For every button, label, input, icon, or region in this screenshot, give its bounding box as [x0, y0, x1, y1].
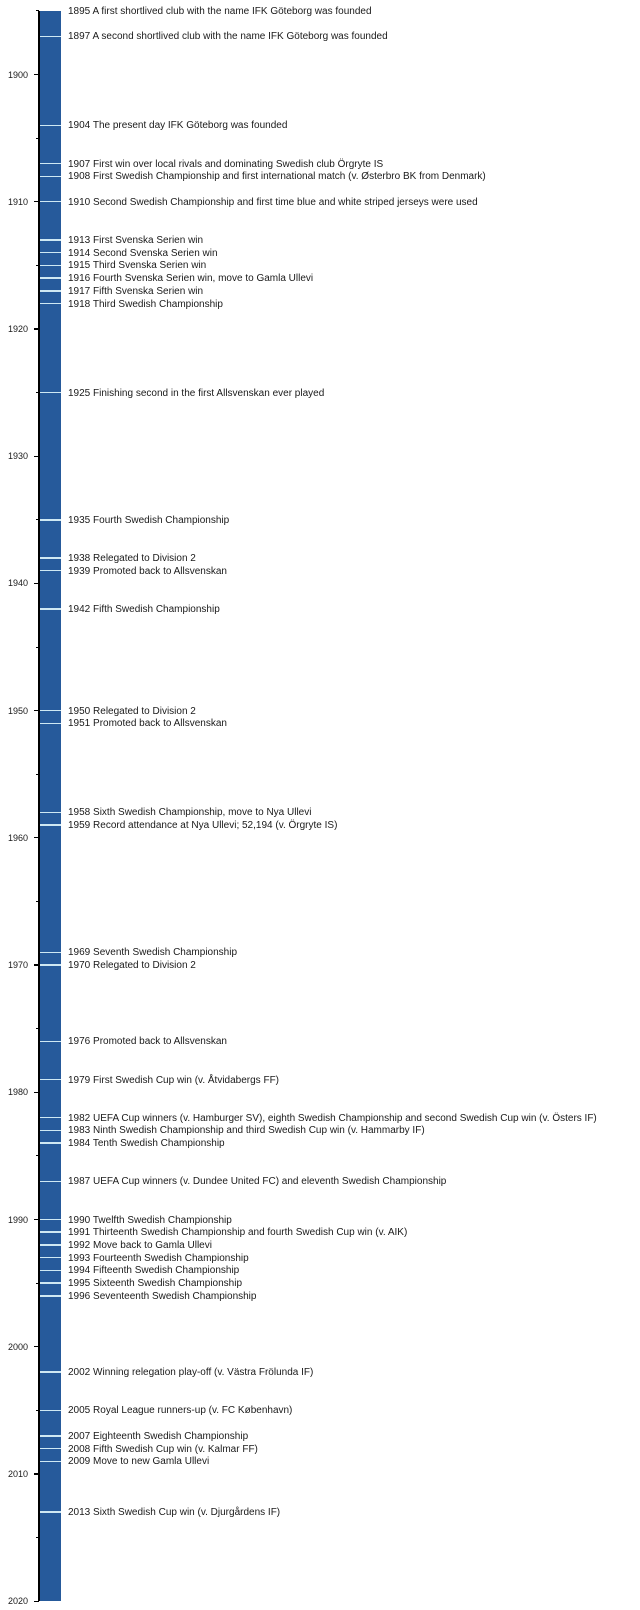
event-text: Second Swedish Championship and first time blue and white striped jerseys were used [93, 196, 478, 208]
event-year: 1982 [68, 1112, 91, 1124]
event-label [68, 196, 478, 209]
event-label [68, 387, 324, 400]
event-text: Third Svenska Serien win [92, 260, 207, 272]
axis-tick-major [34, 456, 39, 457]
event-label [68, 1137, 225, 1150]
event-text: Promoted back to Allsvenskan [93, 1036, 227, 1048]
event-text: Thirteenth Swedish Championship and fourth Swedish Cup win (v. AIK) [92, 1227, 408, 1239]
event-text: Third Swedish Championship [92, 298, 223, 310]
axis-tick-label: 2010 [7, 1468, 28, 1479]
event-year: 1969 [68, 947, 91, 959]
event-label [68, 946, 237, 959]
event-text: Fourth Swedish Championship [93, 514, 230, 526]
event-marker-line [40, 723, 61, 725]
event-marker-line [40, 239, 61, 241]
axis-tick-label: 1920 [7, 323, 28, 334]
event-year: 2013 [68, 1507, 91, 1519]
event-year: 1976 [68, 1036, 91, 1048]
axis-tick-minor [36, 265, 39, 266]
event-label [68, 717, 227, 730]
event-marker-line [40, 303, 61, 305]
event-text: UEFA Cup winners (v. Dundee United FC) and eleventh Swedish Championship [93, 1176, 447, 1188]
event-year: 1895 [68, 5, 91, 17]
axis-tick-minor [36, 1537, 39, 1538]
event-marker-line [40, 1371, 61, 1373]
event-label [68, 819, 337, 832]
event-label [68, 5, 372, 18]
event-marker-line [40, 176, 61, 178]
event-text: Sixth Swedish Championship, move to Nya Ullevi [93, 807, 312, 819]
axis-tick-minor [36, 1028, 39, 1029]
event-year: 1958 [68, 807, 91, 819]
event-text: Seventeenth Swedish Championship [93, 1290, 257, 1302]
event-label [68, 806, 311, 819]
event-year: 1918 [68, 298, 91, 310]
event-year: 1910 [68, 196, 91, 208]
event-marker-line [40, 1181, 61, 1183]
event-marker-line [40, 1448, 61, 1450]
event-label [68, 603, 220, 616]
event-year: 2009 [68, 1456, 91, 1468]
event-marker-line [40, 252, 61, 254]
event-year: 1992 [68, 1239, 91, 1251]
event-year: 1983 [68, 1125, 91, 1137]
event-text: Twelfth Swedish Championship [92, 1214, 232, 1226]
axis-tick-minor [36, 647, 39, 648]
event-marker-line [40, 1257, 61, 1259]
event-text: Move back to Gamla Ullevi [93, 1239, 212, 1251]
event-year: 1897 [68, 31, 91, 43]
axis-tick-minor [36, 392, 39, 393]
event-year: 1915 [68, 260, 91, 272]
axis-tick-major [34, 1092, 39, 1093]
axis-tick-label: 1960 [7, 832, 28, 843]
axis-tick-label: 1950 [7, 705, 28, 716]
event-text: Fourth Svenska Serien win, move to Gamla Ullevi [93, 273, 314, 285]
event-marker-line [40, 163, 61, 165]
event-label [68, 565, 227, 578]
event-text: Promoted back to Allsvenskan [93, 718, 227, 730]
event-text: First Swedish Cup win (v. Åtvidabergs FF) [93, 1074, 280, 1086]
axis-tick-major [34, 201, 39, 202]
event-text: Royal League runners-up (v. FC København) [93, 1405, 293, 1417]
event-label [68, 30, 388, 43]
event-label [68, 1112, 597, 1125]
event-label [68, 1252, 249, 1265]
event-text: Fifth Svenska Serien win [93, 285, 204, 297]
event-text: Sixteenth Swedish Championship [93, 1278, 243, 1290]
event-marker-line [40, 519, 61, 521]
event-year: 1979 [68, 1074, 91, 1086]
event-text: Second Svenska Serien win [93, 247, 218, 259]
event-marker-line [40, 201, 61, 203]
event-text: Relegated to Division 2 [93, 552, 196, 564]
axis-tick-minor [36, 1155, 39, 1156]
event-text: First Swedish Championship and first international match (v. Østerbro BK from Denmark) [93, 171, 486, 183]
event-label [68, 959, 196, 972]
event-year: 1916 [68, 273, 91, 285]
event-marker-line [40, 608, 61, 610]
event-year: 1951 [68, 718, 91, 730]
axis-tick-major [34, 1473, 39, 1474]
event-marker-line [40, 1270, 61, 1272]
event-marker-line [40, 265, 61, 267]
axis-tick-label: 1980 [7, 1087, 28, 1098]
event-label [68, 1455, 209, 1468]
event-label [68, 272, 313, 285]
event-label [68, 1506, 280, 1519]
event-year: 1994 [68, 1265, 91, 1277]
event-label [68, 1443, 258, 1456]
event-label [68, 298, 223, 311]
event-year: 2007 [68, 1430, 91, 1442]
event-marker-line [40, 570, 61, 572]
event-year: 1939 [68, 565, 91, 577]
event-marker-line [40, 36, 61, 38]
event-year: 1908 [68, 171, 91, 183]
event-marker-line [40, 1244, 61, 1246]
axis-tick-major [34, 74, 39, 75]
axis-tick-minor [36, 1283, 39, 1284]
event-text: Tenth Swedish Championship [92, 1138, 225, 1150]
axis-tick-label: 2020 [7, 1596, 28, 1607]
axis-tick-major [34, 1601, 39, 1602]
axis-tick-minor [36, 10, 39, 11]
event-text: A first shortlived club with the name IFK Göteborg was founded [92, 5, 372, 17]
event-marker-line [40, 1130, 61, 1132]
axis-tick-major [34, 964, 39, 965]
event-year: 1991 [68, 1227, 91, 1239]
event-label [68, 1290, 256, 1303]
event-marker-line [40, 1231, 61, 1233]
event-marker-line [40, 392, 61, 394]
event-label [68, 1366, 313, 1379]
event-marker-line [40, 1410, 61, 1412]
event-year: 1987 [68, 1176, 91, 1188]
event-label [68, 514, 229, 527]
event-label [68, 170, 486, 183]
event-marker-line [40, 824, 61, 826]
event-text: Eighteenth Swedish Championship [93, 1430, 249, 1442]
event-label [68, 552, 196, 565]
event-text: A second shortlived club with the name IFK Göteborg was founded [92, 31, 388, 43]
event-text: Sixth Swedish Cup win (v. Djurgårdens IF) [93, 1507, 281, 1519]
event-year: 1959 [68, 820, 91, 832]
event-label [68, 259, 206, 272]
event-label [68, 1035, 227, 1048]
timeline-bar [40, 11, 61, 1601]
event-text: Winning relegation play-off (v. Västra Frölunda IF) [93, 1367, 314, 1379]
axis-tick-minor [36, 1410, 39, 1411]
event-year: 1925 [68, 387, 91, 399]
event-text: Ninth Swedish Championship and third Swedish Cup win (v. Hammarby IF) [93, 1125, 425, 1137]
axis-tick-label: 1970 [7, 960, 28, 971]
event-year: 1913 [68, 234, 91, 246]
event-label [68, 1264, 239, 1277]
event-marker-line [40, 1511, 61, 1513]
event-label [68, 158, 383, 171]
event-text: Finishing second in the first Allsvenskan ever played [93, 387, 325, 399]
event-label [68, 1124, 425, 1137]
axis-tick-minor [36, 774, 39, 775]
event-marker-line [40, 125, 61, 127]
event-marker-line [40, 1041, 61, 1043]
event-marker-line [40, 952, 61, 954]
axis-tick-major [34, 1346, 39, 1347]
event-year: 1996 [68, 1290, 91, 1302]
event-label [68, 1239, 212, 1252]
event-year: 1970 [68, 960, 91, 972]
event-marker-line [40, 1079, 61, 1081]
axis-tick-label: 1940 [7, 578, 28, 589]
event-year: 2008 [68, 1443, 91, 1455]
event-year: 1990 [68, 1214, 91, 1226]
event-text: Fourteenth Swedish Championship [93, 1252, 249, 1264]
event-year: 1917 [68, 285, 91, 297]
event-marker-line [40, 1282, 61, 1284]
event-label [68, 1277, 242, 1290]
event-year: 1993 [68, 1252, 91, 1264]
event-label [68, 1430, 248, 1443]
event-text: Fifth Swedish Championship [93, 603, 220, 615]
axis-tick-label: 2000 [7, 1341, 28, 1352]
event-text: Fifth Swedish Cup win (v. Kalmar FF) [93, 1443, 258, 1455]
axis-tick-label: 1930 [7, 451, 28, 462]
axis-tick-label: 1900 [7, 69, 28, 80]
event-year: 1984 [68, 1138, 91, 1150]
axis-tick-label: 1910 [7, 196, 28, 207]
axis-tick-minor [36, 901, 39, 902]
event-label [68, 1404, 292, 1417]
event-year: 1914 [68, 247, 91, 259]
axis-tick-major [34, 328, 39, 329]
event-text: Relegated to Division 2 [93, 960, 196, 972]
event-text: Promoted back to Allsvenskan [93, 565, 227, 577]
event-text: The present day IFK Göteborg was founded [92, 120, 288, 132]
event-marker-line [40, 557, 61, 559]
event-text: Move to new Gamla Ullevi [93, 1456, 210, 1468]
event-label [68, 1226, 407, 1239]
event-year: 2002 [68, 1367, 91, 1379]
event-text: Fifteenth Swedish Championship [93, 1265, 240, 1277]
event-marker-line [40, 1117, 61, 1119]
event-marker-line [40, 1219, 61, 1221]
event-marker-line [40, 277, 61, 279]
event-text: UEFA Cup winners (v. Hamburger SV), eighth Swedish Championship and second Swedish Cup win (v. Östers IF) [93, 1112, 597, 1124]
event-label [68, 1074, 279, 1087]
event-label [68, 1214, 232, 1227]
event-marker-line [40, 290, 61, 292]
event-marker-line [40, 1142, 61, 1144]
event-label [68, 705, 196, 718]
axis-tick-minor [36, 519, 39, 520]
event-text: Seventh Swedish Championship [93, 947, 238, 959]
event-marker-line [40, 1295, 61, 1297]
event-year: 2005 [68, 1405, 91, 1417]
event-marker-line [40, 1461, 61, 1463]
event-year: 1904 [68, 120, 91, 132]
event-label [68, 234, 203, 247]
axis-tick-major [34, 837, 39, 838]
event-label [68, 119, 287, 132]
event-text: Record attendance at Nya Ullevi; 52,194 (v. Örgryte IS) [93, 820, 338, 832]
event-year: 1995 [68, 1278, 91, 1290]
event-year: 1942 [68, 603, 91, 615]
event-label [68, 1175, 446, 1188]
event-text: Relegated to Division 2 [93, 705, 196, 717]
axis-tick-major [34, 583, 39, 584]
axis-tick-label: 1990 [7, 1214, 28, 1225]
event-year: 1950 [68, 705, 91, 717]
event-year: 1938 [68, 552, 91, 564]
event-year: 1907 [68, 158, 91, 170]
event-text: First win over local rivals and dominating Swedish club Örgryte IS [93, 158, 384, 170]
event-marker-line [40, 1435, 61, 1437]
event-text: First Svenska Serien win [93, 234, 204, 246]
event-label [68, 247, 218, 260]
axis-tick-major [34, 1219, 39, 1220]
event-year: 1935 [68, 514, 91, 526]
event-marker-line [40, 812, 61, 814]
event-marker-line [40, 710, 61, 712]
event-marker-line [40, 964, 61, 966]
axis-tick-minor [36, 138, 39, 139]
event-label [68, 285, 203, 298]
axis-tick-major [34, 710, 39, 711]
